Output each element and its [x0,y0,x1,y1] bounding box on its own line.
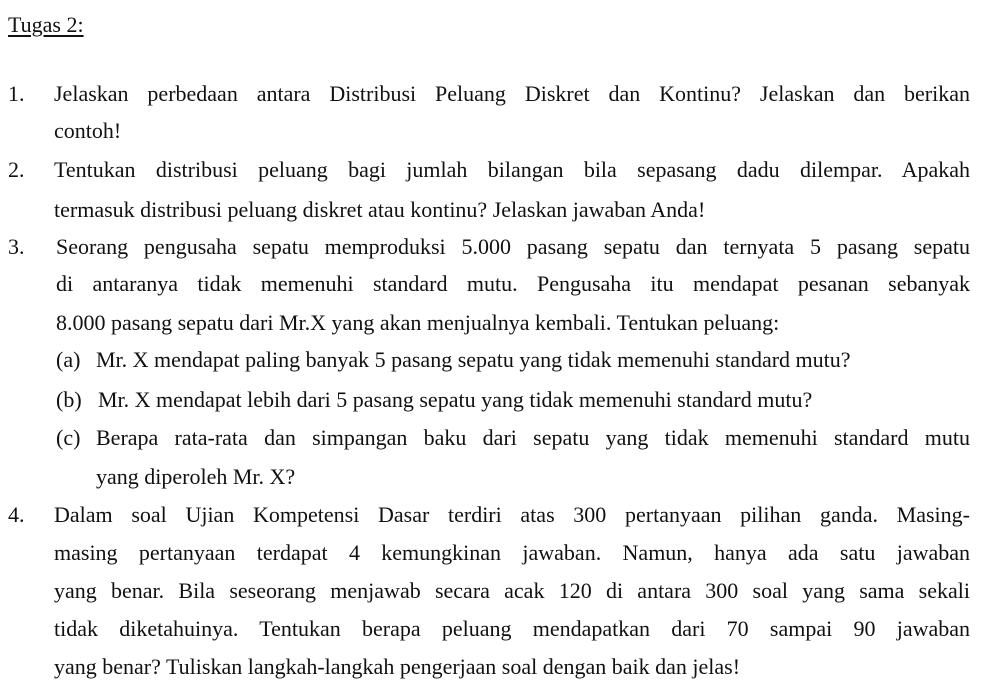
sub-question-text: Mr. X mendapat paling banyak 5 pasang sepatu yang tidak memenuhi standard mutu? [96,347,851,372]
question-text-line: tidak diketahuinya. Tentukan berapa peluang mendapatkan dari 70 sampai 90 jawaban [54,616,970,641]
question-text-line: termasuk distribusi peluang diskret atau kontinu? Jelaskan jawaban Anda! [54,197,706,222]
question-text-line: Tentukan distribusi peluang bagi jumlah bilangan bila sepasang dadu dilempar. Apakah [54,157,970,182]
sub-question-label: (c) [56,425,81,450]
page-title: Tugas 2: [8,12,84,37]
question-text-line: Jelaskan perbedaan antara Distribusi Peluang Diskret dan Kontinu? Jelaskan dan berikan [54,81,970,106]
question-number: 1. [8,81,25,106]
question-text-line: 8.000 pasang sepatu dari Mr.X yang akan menjualnya kembali. Tentukan peluang: [56,310,780,335]
sub-question-text: yang diperoleh Mr. X? [96,464,296,489]
question-text-line: di antaranya tidak memenuhi standard mutu. Pengusaha itu mendapat pesanan sebanyak [56,271,970,296]
question-text-line: masing pertanyaan terdapat 4 kemungkinan jawaban. Namun, hanya ada satu jawaban [54,540,970,565]
question-text-line: contoh! [54,118,122,143]
sub-question-label: (a) [56,347,81,372]
question-text-line: yang benar. Bila seseorang menjawab secara acak 120 di antara 300 soal yang sama sekali [54,578,970,603]
question-number: 3. [8,234,25,259]
question-text-line: yang benar? Tuliskan langkah-langkah pengerjaan soal dengan baik dan jelas! [54,654,741,679]
question-text-line: Dalam soal Ujian Kompetensi Dasar terdiri atas 300 pertanyaan pilihan ganda. Masing- [54,502,970,527]
question-number: 4. [8,502,25,527]
sub-question-text: Berapa rata-rata dan simpangan baku dari sepatu yang tidak memenuhi standard mutu [96,425,970,450]
sub-question-text: Mr. X mendapat lebih dari 5 pasang sepatu yang tidak memenuhi standard mutu? [98,387,813,412]
sub-question-label: (b) [56,387,82,412]
question-text-line: Seorang pengusaha sepatu memproduksi 5.000 pasang sepatu dan ternyata 5 pasang sepatu [56,234,970,259]
question-number: 2. [8,157,25,182]
